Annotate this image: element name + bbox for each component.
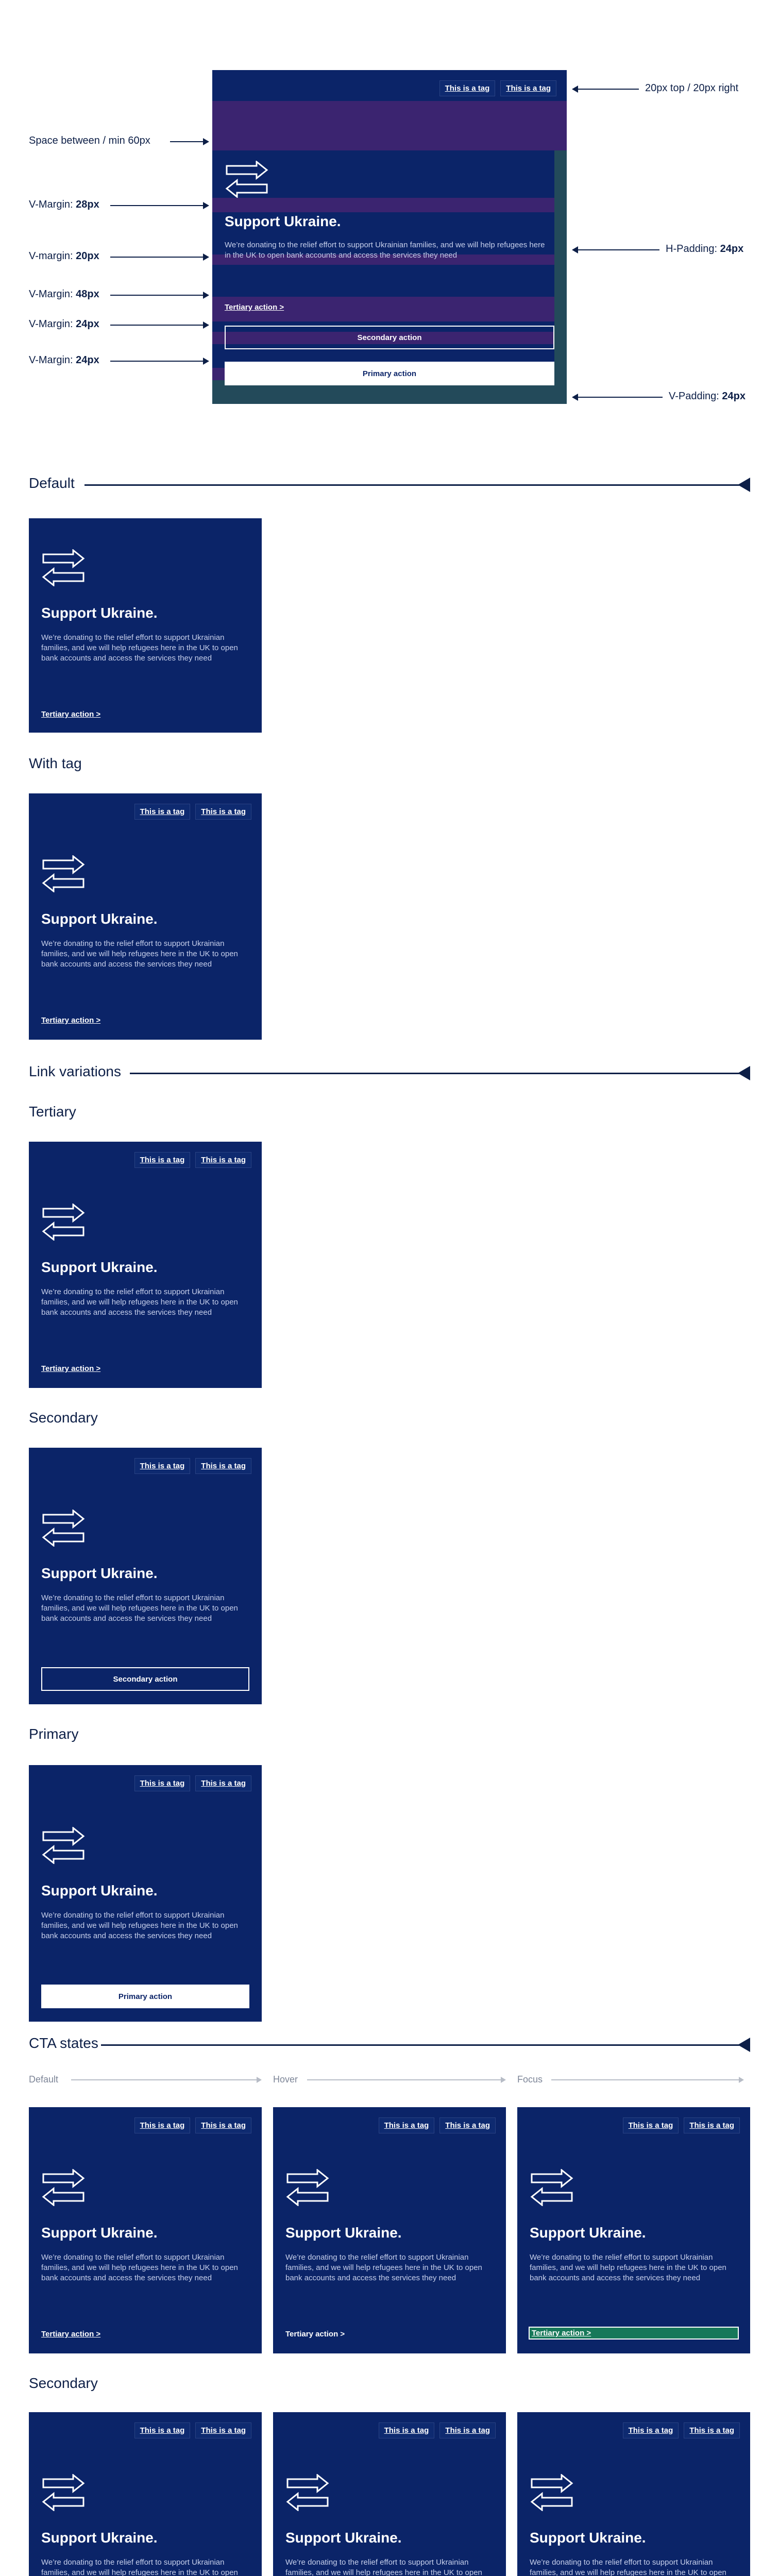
anno-line [110, 205, 203, 206]
tag-group [134, 2422, 251, 2438]
anno-arrow [572, 246, 578, 253]
tag[interactable]: This is a tag [195, 2117, 251, 2133]
anno-line [110, 361, 203, 362]
tag[interactable]: This is a tag [134, 1152, 191, 1168]
tag[interactable]: This is a tag [134, 2117, 191, 2133]
state-arrow [739, 2077, 744, 2083]
tertiary-action[interactable]: Tertiary action > [225, 303, 284, 312]
anno-vmargin-20: V-margin: 20px [29, 250, 99, 262]
tag[interactable]: This is a tag [195, 1152, 251, 1168]
card-primary [29, 1765, 262, 2022]
double-arrow-icon [41, 2169, 86, 2206]
card-title: Support Ukraine. [41, 605, 158, 621]
double-arrow-icon [285, 2169, 330, 2206]
tertiary-action[interactable]: Tertiary action > [41, 1016, 101, 1025]
tag-group [134, 1775, 251, 1791]
double-arrow-icon [225, 161, 269, 198]
anno-line [170, 141, 203, 142]
anno-arrow [203, 202, 209, 209]
tag[interactable]: This is a tag [379, 2422, 435, 2438]
tag[interactable]: This is a tag [439, 2422, 496, 2438]
anno-line [110, 257, 203, 258]
anno-vmargin-24: V-Margin: 24px [29, 318, 99, 330]
tag[interactable]: This is a tag [439, 2117, 496, 2133]
double-arrow-icon [285, 2474, 330, 2511]
spacing-overlay [212, 198, 567, 212]
state-label-focus: Focus [517, 2074, 543, 2084]
tag-group [134, 804, 251, 820]
card-secondary-hover [273, 2412, 506, 2576]
state-arrow [501, 2077, 506, 2083]
tag[interactable]: This is a tag [134, 1458, 191, 1474]
anno-vpadding: V-Padding: 24px [669, 391, 746, 402]
section-title-secondary-states: Secondary [29, 2375, 98, 2391]
anno-hpadding: H-Padding: 24px [666, 243, 744, 255]
state-line [71, 2079, 257, 2080]
card-tertiary-default [29, 2107, 262, 2353]
double-arrow-icon [530, 2169, 574, 2206]
spacing-overlay [212, 101, 567, 150]
anno-arrow [203, 292, 209, 299]
anno-arrow [572, 86, 578, 93]
card-title: Support Ukraine. [41, 2225, 158, 2241]
tag[interactable]: This is a tag [684, 2117, 740, 2133]
state-line [307, 2079, 501, 2080]
tag[interactable]: This is a tag [195, 1775, 251, 1791]
card-body: We’re donating to the relief effort to support Ukrainian families, and we will help refugees here in the UK to open bank accounts and access the services they need [225, 241, 545, 260]
card-title: Support Ukraine. [225, 213, 341, 229]
tertiary-action-hover[interactable]: Tertiary action > [285, 2330, 345, 2338]
divider-arrow [738, 1066, 750, 1080]
section-title-tertiary: Tertiary [29, 1104, 76, 1120]
double-arrow-icon [41, 1827, 86, 1864]
tag-group [134, 1152, 251, 1168]
tag[interactable]: This is a tag [134, 2422, 191, 2438]
card-body: We’re donating to the relief effort to support Ukrainian families, and we will help refugees here in the UK to open bank accounts and access the services they need [285, 2253, 482, 2282]
tag-group [134, 1458, 251, 1474]
anno-vmargin-24b: V-Margin: 24px [29, 354, 99, 366]
section-title-link-variations: Link variations [29, 1063, 121, 1079]
state-label-default: Default [29, 2074, 59, 2084]
tag-group [379, 2422, 496, 2438]
card-with-tag [29, 793, 262, 1040]
card-secondary-default [29, 2412, 262, 2576]
state-arrow [257, 2077, 262, 2083]
section-title-secondary: Secondary [29, 1410, 98, 1426]
anno-space-between: Space between / min 60px [29, 135, 150, 146]
card-title: Support Ukraine. [530, 2225, 646, 2241]
primary-action-button[interactable]: Primary action [41, 1985, 249, 2008]
card-secondary-focus [517, 2412, 750, 2576]
anno-vmargin-28: V-Margin: 28px [29, 199, 99, 210]
card-title: Support Ukraine. [530, 2530, 646, 2546]
tag[interactable]: This is a tag [623, 2422, 679, 2438]
tag-group [439, 80, 556, 96]
card-title: Support Ukraine. [285, 2225, 402, 2241]
tertiary-action-focus[interactable]: Tertiary action > [530, 2328, 738, 2338]
tag[interactable]: This is a tag [379, 2117, 435, 2133]
card-title: Support Ukraine. [41, 911, 158, 927]
tag[interactable]: This is a tag [195, 804, 251, 820]
double-arrow-icon [41, 549, 86, 586]
tag[interactable]: This is a tag [195, 1458, 251, 1474]
double-arrow-icon [41, 1204, 86, 1241]
tag[interactable]: This is a tag [684, 2422, 740, 2438]
card-body: We’re donating to the relief effort to support Ukrainian families, and we will help refugees here in the UK to open bank accounts and access the services they need [41, 939, 238, 969]
card-body: We’re donating to the relief effort to support Ukrainian families, and we will help refugees here in the UK to open [41, 2558, 238, 2576]
divider-arrow [738, 478, 750, 492]
section-title-default: Default [29, 475, 75, 491]
double-arrow-icon [41, 2474, 86, 2511]
tag[interactable]: This is a tag [439, 80, 496, 96]
spec-card [212, 70, 567, 404]
anno-line [110, 295, 203, 296]
anno-arrow [203, 321, 209, 329]
tag[interactable]: This is a tag [134, 804, 191, 820]
card-body: We’re donating to the relief effort to support Ukrainian families, and we will help refugees here in the UK to open bank accounts and access the services they need [41, 2253, 238, 2282]
state-label-hover: Hover [273, 2074, 298, 2084]
card-title: Support Ukraine. [41, 1259, 158, 1275]
tag[interactable]: This is a tag [500, 80, 556, 96]
anno-arrow [203, 358, 209, 365]
tertiary-action[interactable]: Tertiary action > [41, 710, 101, 719]
anno-arrow [203, 253, 209, 261]
secondary-action-button[interactable]: Secondary action [41, 1667, 249, 1691]
anno-line [578, 249, 659, 250]
tertiary-action[interactable]: Tertiary action > [41, 1364, 101, 1373]
anno-line [110, 325, 203, 326]
tag[interactable]: This is a tag [623, 2117, 679, 2133]
card-default [29, 518, 262, 733]
card-body: We’re donating to the relief effort to support Ukrainian families, and we will help refugees here in the UK to open [530, 2558, 726, 2576]
card-tertiary [29, 1142, 262, 1388]
state-line [551, 2079, 739, 2080]
tag-group [134, 2117, 251, 2133]
tag[interactable]: This is a tag [134, 1775, 191, 1791]
double-arrow-icon [41, 855, 86, 892]
tertiary-action[interactable]: Tertiary action > [41, 2330, 101, 2338]
anno-arrow [572, 394, 578, 401]
tag-group [623, 2422, 740, 2438]
double-arrow-icon [530, 2474, 574, 2511]
anno-arrow [203, 138, 209, 145]
tag-group [623, 2117, 740, 2133]
card-body: We’re donating to the relief effort to support Ukrainian families, and we will help refugees here in the UK to open bank accounts and access the services they need [41, 1911, 238, 1940]
primary-action-button[interactable]: Primary action [225, 362, 554, 385]
card-tertiary-hover [273, 2107, 506, 2353]
card-body: We’re donating to the relief effort to support Ukrainian families, and we will help refugees here in the UK to open bank accounts and access the services they need [41, 1287, 238, 1317]
section-divider [101, 2044, 744, 2046]
section-title-primary: Primary [29, 1726, 79, 1742]
card-body: We’re donating to the relief effort to support Ukrainian families, and we will help refugees here in the UK to open bank accounts and access the services they need [41, 633, 238, 663]
card-title: Support Ukraine. [41, 2530, 158, 2546]
section-title-cta-states: CTA states [29, 2035, 98, 2051]
card-tertiary-focus [517, 2107, 750, 2353]
secondary-action-button[interactable]: Secondary action [225, 326, 554, 349]
anno-vmargin-48: V-Margin: 48px [29, 289, 99, 300]
section-divider [84, 484, 744, 486]
tag[interactable]: This is a tag [195, 2422, 251, 2438]
section-divider [130, 1073, 744, 1074]
card-body: We’re donating to the relief effort to support Ukrainian families, and we will help refugees here in the UK to open bank accounts and access the services they need [530, 2253, 726, 2282]
double-arrow-icon [41, 1510, 86, 1547]
tag-group [379, 2117, 496, 2133]
anno-top-right: 20px top / 20px right [645, 82, 739, 94]
card-body: We’re donating to the relief effort to support Ukrainian families, and we will help refugees here in the UK to open bank accounts and access the services they need [41, 1594, 238, 1623]
card-title: Support Ukraine. [41, 1883, 158, 1899]
padding-overlay [554, 150, 567, 404]
section-title-with-tag: With tag [29, 755, 82, 771]
card-secondary [29, 1448, 262, 1704]
card-body: We’re donating to the relief effort to support Ukrainian families, and we will help refugees here in the UK to open [285, 2558, 482, 2576]
anno-line [578, 89, 639, 90]
anno-line [578, 397, 663, 398]
card-title: Support Ukraine. [41, 1565, 158, 1581]
card-title: Support Ukraine. [285, 2530, 402, 2546]
divider-arrow [738, 2038, 750, 2052]
